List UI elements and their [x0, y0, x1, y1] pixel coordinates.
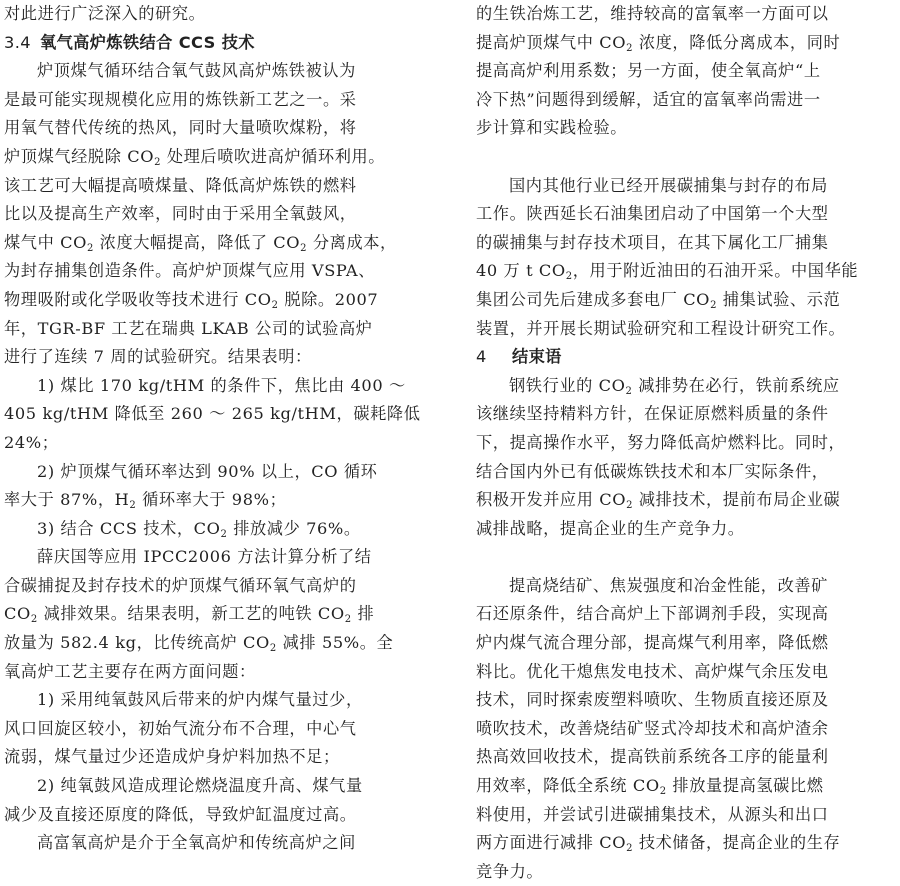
text-line: 积极开发并应用 $CO_2$ 减排技术，提前布局企业碳: [476, 490, 841, 512]
text-line: 该继续坚持精料方针，在保证原燃料质量的条件: [476, 404, 829, 424]
text-line: 结合国内外已有低碳炼铁技术和本厂实际条件，: [476, 461, 829, 481]
section-number: 3.4: [4, 32, 31, 52]
text-line: 比以及提高生产效率，同时由于采用全氧鼓风，: [4, 204, 357, 224]
text-line: 用氧气替代传统的热风，同时大量喷吹煤粉，将: [4, 118, 357, 138]
text-line: 工作。陕西延长石油集团启动了中国第一个大型: [476, 204, 829, 224]
text-line: 步计算和实践检验。: [476, 118, 628, 138]
text-line: 技术，同时探索废塑料喷吹、生物质直接还原及: [476, 690, 829, 710]
text-line: 2) 纯氧鼓风造成理论燃烧温度升高、煤气量: [37, 776, 363, 796]
text-line: 装置，并开展长期试验研究和工程设计研究工作。: [476, 318, 846, 338]
text-line: 为封存捕集创造条件。高炉炉顶煤气应用 VSPA、: [4, 261, 375, 281]
text-line: 竞争力。: [476, 861, 544, 881]
text-line: 放量为 582.4 kg，比传统高炉 $CO_2$ 减排 55%。全: [4, 633, 394, 655]
text-line: 减排战略，提高企业的生产竞争力。: [476, 518, 745, 538]
text-line: 炉顶煤气经脱除 $CO_2$ 处理后喷吹进高炉循环利用。: [4, 146, 386, 168]
text-line: 提高烧结矿、焦炭强度和冶金性能，改善矿: [509, 575, 828, 595]
text-line: 炉内煤气流合理分部，提高煤气利用率，降低燃: [476, 633, 829, 653]
text-line: 薛庆国等应用 IPCC2006 方法计算分析了结: [37, 547, 372, 567]
text-line: 氧高炉工艺主要存在两方面问题：: [4, 661, 256, 681]
text-line: 提高高炉利用系数；另一方面，使全氧高炉“上: [476, 61, 821, 81]
text-line: 物理吸附或化学吸收等技术进行 $CO_2$ 脱除。2007: [4, 289, 379, 311]
section-title: 氧气高炉炼铁结合 CCS 技术: [40, 32, 255, 52]
text-line: 用效率，降低全系统 $CO_2$ 排放量提高氢碳比燃: [476, 776, 824, 798]
text-line: 下，提高操作水平，努力降低高炉燃料比。同时，: [476, 432, 846, 452]
text-line: [476, 143, 897, 172]
text-line: 3) 结合 CCS 技术，$CO_2$ 排放减少 76%。: [37, 518, 361, 540]
text-line: 冷下热”问题得到缓解，适宜的富氧率尚需进一: [476, 89, 821, 109]
text-line: 对此进行广泛深入的研究。: [4, 4, 206, 23]
text-line: 流弱，煤气量过少还造成炉身炉料加热不足；: [4, 747, 340, 767]
text-line: 进行了连续 7 周的试验研究。结果表明：: [4, 347, 312, 367]
text-line: 的碳捕集与封存技术项目，在其下属化工厂捕集: [476, 232, 829, 252]
text-line: 率大于 87%，$H_2$ 循环率大于 98%；: [4, 490, 287, 512]
section-heading: [4, 29, 431, 58]
text-line: 集团公司先后建成多套电厂 $CO_2$ 捕集试验、示范: [476, 289, 841, 311]
section-heading: [476, 343, 897, 372]
text-line: 国内其他行业已经开展碳捕集与封存的布局: [509, 175, 828, 195]
text-line: 两方面进行减排 $CO_2$ 技术储备，提高企业的生存: [476, 833, 841, 855]
text-line: 钢铁行业的 $CO_2$ 减排势在必行，铁前系统应: [509, 375, 840, 397]
text-line: 料比。优化干熄焦发电技术、高炉煤气余压发电: [476, 661, 829, 681]
text-line: 提高炉顶煤气中 $CO_2$ 浓度，降低分离成本，同时: [476, 32, 841, 54]
text-line: 喷吹技术，改善烧结矿竖式冷却技术和高炉渣余: [476, 718, 829, 738]
text-line: 40 万 t $CO_2$，用于附近油田的石油开采。中国华能: [476, 261, 859, 283]
right-column: [476, 0, 897, 886]
text-line: 石还原条件，结合高炉上下部调剂手段，实现高: [476, 604, 829, 624]
text-line: 2) 炉顶煤气循环率达到 90% 以上，CO 循环: [37, 461, 378, 481]
text-line: 的生铁冶炼工艺，维持较高的富氧率一方面可以: [476, 4, 829, 23]
text-line: 热高效回收技术，提高铁前系统各工序的能量利: [476, 747, 829, 767]
text-line: 料使用，并尝试引进碳捕集技术，从源头和出口: [476, 804, 829, 824]
section-title: 结束语: [512, 347, 562, 367]
text-line: 年，TGR-BF 工艺在瑞典 LKAB 公司的试验高炉: [4, 318, 373, 338]
text-line: $CO_2$ 减排效果。结果表明，新工艺的吨铁 $CO_2$ 排: [4, 604, 375, 626]
text-line: 合碳捕捉及封存技术的炉顶煤气循环氧气高炉的: [4, 575, 357, 595]
text-line: 1) 煤比 170 kg/tHM 的条件下，焦比由 400 ～: [37, 375, 406, 395]
text-line: 高富氧高炉是介于全氧高炉和传统高炉之间: [37, 833, 356, 853]
text-line: 风口回旋区较小，初始气流分布不合理，中心气: [4, 718, 357, 738]
section-number: 4: [476, 347, 487, 367]
text-line: 1) 采用纯氧鼓风后带来的炉内煤气量过少，: [37, 690, 363, 710]
text-line: [476, 543, 897, 572]
text-line: 煤气中 $CO_2$ 浓度大幅提高，降低了 $CO_2$ 分离成本，: [4, 232, 397, 254]
text-line: 24%；: [4, 432, 59, 452]
text-line: 该工艺可大幅提高喷煤量、降低高炉炼铁的燃料: [4, 175, 357, 195]
text-line: 减少及直接还原度的降低，导致炉缸温度过高。: [4, 804, 357, 824]
text-line: 是最可能实现规模化应用的炼铁新工艺之一。采: [4, 89, 357, 109]
text-line: 炉顶煤气循环结合氧气鼓风高炉炼铁被认为: [37, 61, 356, 81]
text-line: 405 kg/tHM 降低至 260 ～ 265 kg/tHM，碳耗降低: [4, 404, 421, 424]
left-column: [4, 0, 431, 858]
